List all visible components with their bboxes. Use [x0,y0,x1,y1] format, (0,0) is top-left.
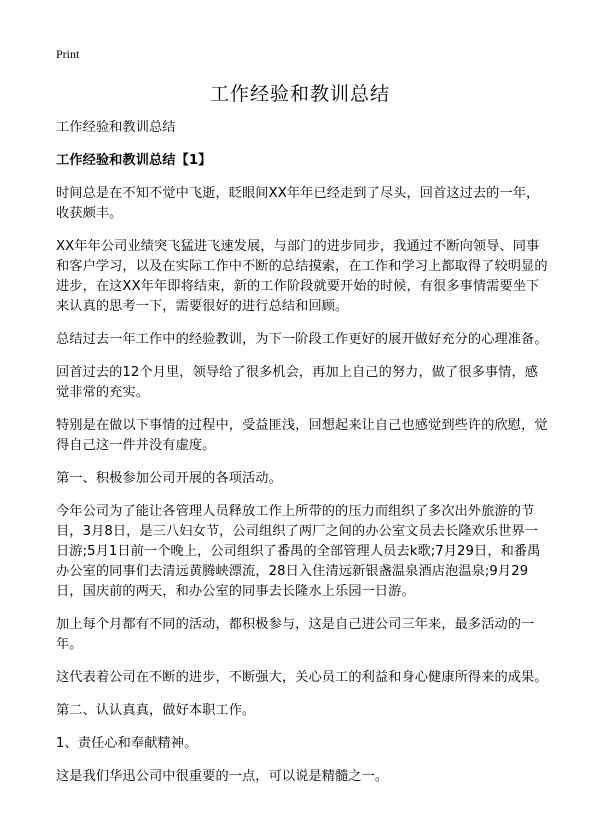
paragraph: 今年公司为了能让各管理人员释放工作上所带的的压力而组织了多次出外旅游的节目，3月8日，是三八妇女节，公司组织了两厂之间的办公室文员去长隆欢乐世界一日游;5月1日前一个晚上，公司组织了番禺的全部管理人员去k歌;7月29日，和番禺办公室的同事们去清远黄腾峡漂流，28日入住清远新银盏温泉酒店泡温泉;9月29日，国庆前的两天，和办公室的同事去长隆水上乐园一日游。 [56,504,541,599]
paragraph: 总结过去一年工作中的经验教训，为下一阶段工作更好的展开做好充分的心理准备。 [56,332,548,347]
paragraph: 时间总是在不知不觉中飞逝，眨眼间XX年年已经走到了尽头，回首这过去的一年，收获颇丰。 [56,186,540,221]
document-title: 工作经验和教训总结 [209,83,390,105]
paragraph: 回首过去的12个月里，领导给了很多机会，再加上自己的努力，做了很多事情，感觉非常的充实。 [56,365,539,400]
document-subtitle: 工作经验和教训总结 [56,120,176,135]
document-body [56,118,548,800]
paragraph: XX年年公司业绩突飞猛进飞速发展，与部门的进步同步，我通过不断向领导、同事和客户学习，以及在实际工作中不断的总结摸索，在工作和学习上都取得了较明显的进步，在这XX年年即将结束，新的工作阶段就要开始的时候，有很多事情需要坐下来认真的思考一下，需要很好的进行总结和回顾。 [56,239,548,314]
section-heading: 工作经验和教训总结【1】 [56,153,212,168]
paragraph: 特别是在做以下事情的过程中，受益匪浅，回想起来让自己也感觉到些许的欣慰，觉得自己这一件并没有虚度。 [56,418,548,453]
paragraph-heading: 第二、认认真真，做好本职工作。 [56,703,256,718]
paragraph: 这是我们华迅公司中很重要的一点，可以说是精髓之一。 [56,769,389,784]
paragraph: 加上每个月都有不同的活动，都积极参与，这是自己进公司三年来，最多活动的一年。 [56,617,535,652]
paragraph-heading: 第一、积极参加公司开展的各项活动。 [56,471,282,486]
print-label: Print [56,47,80,61]
list-item: 1、责任心和奉献精神。 [56,736,198,751]
paragraph: 这代表着公司在不断的进步，不断强大，关心员工的利益和身心健康所得来的成果。 [56,670,548,685]
